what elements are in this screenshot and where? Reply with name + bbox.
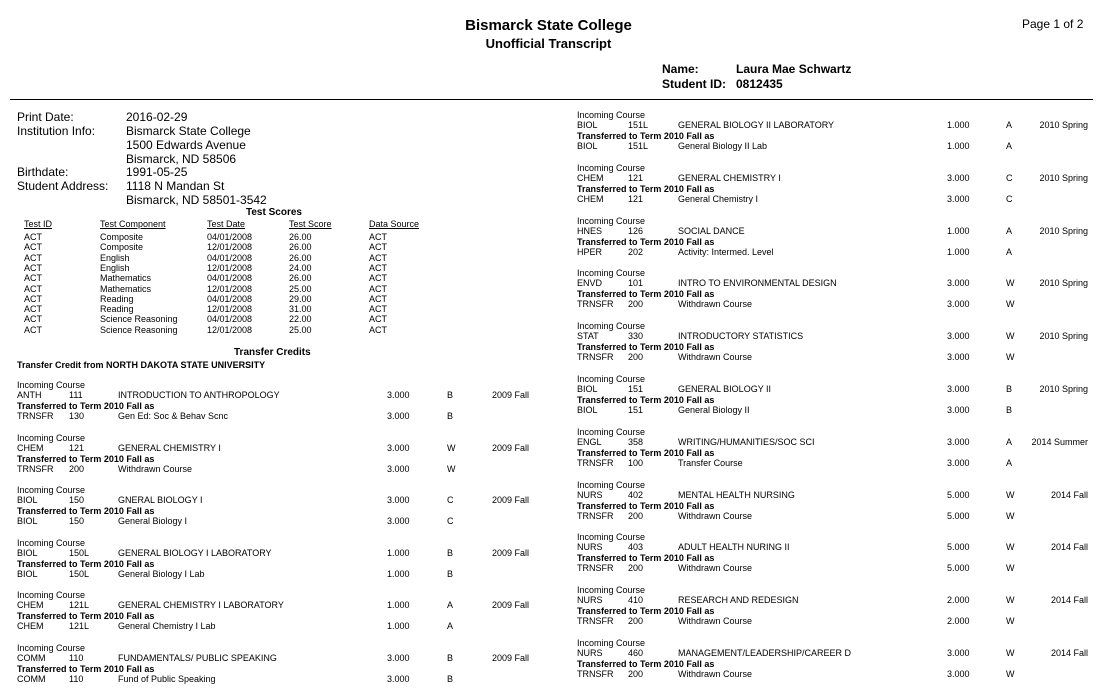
- equivalent-subject: TRNSFR: [577, 563, 614, 574]
- data-source: ACT: [369, 273, 387, 284]
- incoming-units: 2.000: [947, 595, 970, 606]
- transferred-label: Transferred to Term 2010 Fall as: [17, 611, 155, 622]
- equivalent-units: 3.000: [947, 352, 970, 363]
- incoming-course-label: Incoming Course: [577, 374, 646, 384]
- test-score: 24.00: [289, 262, 312, 273]
- test-id: ACT: [24, 293, 42, 304]
- document-subtitle: Unofficial Transcript: [485, 36, 612, 51]
- equivalent-subject: HPER: [577, 246, 603, 257]
- equivalent-number: 200: [69, 463, 85, 474]
- equivalent-grade: W: [447, 463, 456, 474]
- incoming-title: FUNDAMENTALS/ PUBLIC SPEAKING: [118, 653, 277, 663]
- transfer-source: Transfer Credit from NORTH DAKOTA STATE UNIVERSITY: [17, 360, 266, 370]
- incoming-title: ADULT HEALTH NURING II: [678, 542, 790, 553]
- test-id: ACT: [24, 304, 42, 315]
- test-date: 04/01/2008: [207, 252, 253, 263]
- course-term: 2009 Fall: [492, 390, 530, 400]
- equivalent-number: 200: [628, 510, 644, 521]
- incoming-units: 1.000: [947, 120, 970, 130]
- incoming-number: 121: [69, 442, 85, 453]
- course-term: 2014 Fall: [1050, 542, 1088, 553]
- incoming-title: GENERAL BIOLOGY II LABORATORY: [678, 120, 835, 130]
- equivalent-subject: TRNSFR: [17, 463, 54, 474]
- incoming-number: 101: [628, 278, 644, 289]
- incoming-number: 330: [628, 331, 644, 342]
- equivalent-grade: C: [447, 516, 454, 527]
- data-source: ACT: [369, 293, 387, 304]
- institution-line: Bismarck State College: [126, 124, 251, 138]
- address-line: Bismarck, ND 58501-3542: [126, 193, 267, 207]
- test-date: 04/01/2008: [207, 293, 253, 304]
- test-id: ACT: [24, 283, 42, 294]
- incoming-number: 410: [628, 595, 644, 606]
- equivalent-title: Transfer Course: [678, 457, 743, 468]
- equivalent-subject: TRNSFR: [577, 616, 614, 627]
- equivalent-units: 3.000: [947, 405, 970, 415]
- equivalent-title: Activity: Intermed. Level: [678, 246, 774, 257]
- incoming-units: 1.000: [947, 225, 970, 236]
- incoming-grade: C: [1006, 172, 1013, 183]
- equivalent-subject: COMM: [17, 674, 46, 684]
- incoming-course-label: Incoming Course: [577, 638, 646, 648]
- equivalent-title: General Chemistry I: [678, 193, 759, 204]
- incoming-subject: NURS: [577, 542, 603, 553]
- incoming-subject: CHEM: [577, 172, 604, 183]
- equivalent-subject: TRNSFR: [577, 510, 614, 521]
- incoming-number: 358: [628, 436, 644, 447]
- transferred-label: Transferred to Term 2010 Fall as: [577, 289, 715, 300]
- equivalent-title: Withdrawn Course: [678, 616, 753, 627]
- test-component: Composite: [100, 242, 144, 253]
- test-score: 22.00: [289, 314, 312, 325]
- incoming-units: 3.000: [947, 648, 970, 658]
- test-scores-title: Test Scores: [246, 207, 302, 218]
- equivalent-number: 151L: [628, 141, 649, 151]
- test-score: 26.00: [289, 252, 312, 263]
- transferred-label: Transferred to Term 2010 Fall as: [577, 553, 715, 564]
- incoming-units: 3.000: [387, 390, 410, 400]
- student-name: Laura Mae Schwartz: [736, 62, 852, 76]
- test-id: ACT: [24, 324, 42, 335]
- test-date: 04/01/2008: [207, 314, 253, 325]
- incoming-title: MENTAL HEALTH NURSING: [678, 489, 795, 500]
- course-term: 2009 Fall: [492, 495, 530, 506]
- equivalent-number: 121: [628, 193, 644, 204]
- incoming-subject: ENGL: [577, 436, 602, 447]
- incoming-title: MANAGEMENT/LEADERSHIP/CAREER D: [678, 648, 852, 658]
- incoming-title: SOCIAL DANCE: [678, 225, 745, 236]
- test-date: 12/01/2008: [207, 262, 253, 273]
- test-component: Science Reasoning: [100, 324, 178, 335]
- equivalent-number: 202: [628, 246, 644, 257]
- equivalent-title: Fund of Public Speaking: [118, 674, 216, 684]
- transferred-label: Transferred to Term 2010 Fall as: [577, 342, 715, 353]
- equivalent-units: 3.000: [387, 674, 410, 684]
- incoming-grade: C: [447, 495, 454, 506]
- test-score: 26.00: [289, 242, 312, 253]
- equivalent-units: 3.000: [947, 457, 970, 468]
- transferred-label: Transferred to Term 2010 Fall as: [577, 131, 715, 141]
- incoming-number: 121L: [69, 600, 90, 611]
- incoming-course-label: Incoming Course: [577, 110, 646, 120]
- incoming-units: 5.000: [947, 542, 970, 553]
- test-date: 04/01/2008: [207, 232, 253, 242]
- test-score: 29.00: [289, 293, 312, 304]
- equivalent-grade: W: [1006, 299, 1015, 310]
- incoming-units: 3.000: [947, 384, 970, 394]
- transferred-label: Transferred to Term 2010 Fall as: [577, 659, 715, 669]
- incoming-grade: W: [1006, 595, 1015, 606]
- equivalent-number: 151: [628, 405, 644, 415]
- print-date: 2016-02-29: [126, 110, 188, 124]
- data-source: ACT: [369, 304, 387, 315]
- equivalent-subject: BIOL: [17, 568, 38, 579]
- equivalent-units: 3.000: [947, 669, 970, 679]
- equivalent-title: Withdrawn Course: [678, 563, 753, 574]
- test-score-header: Test Score: [289, 219, 332, 229]
- incoming-course-label: Incoming Course: [17, 590, 86, 601]
- incoming-subject: CHEM: [17, 442, 44, 453]
- incoming-course-label: Incoming Course: [17, 485, 86, 496]
- equivalent-grade: W: [1006, 352, 1015, 363]
- equivalent-title: Withdrawn Course: [678, 510, 753, 521]
- course-term: 2009 Fall: [492, 442, 530, 453]
- equivalent-subject: BIOL: [577, 141, 598, 151]
- incoming-course-label: Incoming Course: [577, 532, 646, 543]
- incoming-title: WRITING/HUMANITIES/SOC SCI: [678, 436, 815, 447]
- test-component: English: [100, 252, 130, 263]
- name-label: Name:: [662, 62, 699, 76]
- incoming-grade: B: [447, 547, 454, 558]
- equivalent-title: General Biology I Lab: [118, 568, 205, 579]
- institution-label: Institution Info:: [17, 124, 96, 138]
- equivalent-grade: W: [1006, 616, 1015, 627]
- equivalent-subject: BIOL: [17, 516, 38, 527]
- birthdate: 1991-05-25: [126, 165, 188, 179]
- test-date: 12/01/2008: [207, 283, 253, 294]
- incoming-subject: CHEM: [17, 600, 44, 611]
- incoming-grade: W: [1006, 542, 1015, 553]
- equivalent-title: Withdrawn Course: [118, 463, 193, 474]
- equivalent-subject: TRNSFR: [577, 299, 614, 310]
- incoming-grade: A: [1006, 225, 1013, 236]
- incoming-subject: ENVD: [577, 278, 603, 289]
- incoming-units: 3.000: [947, 278, 970, 289]
- equivalent-grade: B: [447, 568, 454, 579]
- incoming-units: 3.000: [947, 172, 970, 183]
- incoming-grade: A: [1006, 120, 1013, 130]
- equivalent-units: 3.000: [947, 299, 970, 310]
- incoming-title: INTRO TO ENVIRONMENTAL DESIGN: [678, 278, 837, 289]
- test-component: Composite: [100, 232, 144, 242]
- test-id: ACT: [24, 262, 42, 273]
- equivalent-subject: TRNSFR: [17, 411, 54, 421]
- incoming-course-label: Incoming Course: [577, 215, 646, 226]
- incoming-title: RESEARCH AND REDESIGN: [678, 595, 799, 606]
- equivalent-subject: BIOL: [577, 405, 598, 415]
- equivalent-grade: A: [447, 621, 454, 632]
- transferred-label: Transferred to Term 2010 Fall as: [577, 500, 715, 511]
- course-term: 2014 Fall: [1050, 489, 1088, 500]
- equivalent-subject: TRNSFR: [577, 669, 614, 679]
- incoming-subject: BIOL: [577, 384, 598, 394]
- course-term: 2014 Fall: [1050, 648, 1088, 658]
- incoming-number: 151: [628, 384, 644, 394]
- test-score: 31.00: [289, 304, 312, 315]
- incoming-subject: BIOL: [577, 120, 598, 130]
- transferred-label: Transferred to Term 2010 Fall as: [577, 606, 715, 617]
- test-date-header: Test Date: [207, 219, 246, 229]
- incoming-number: 150: [69, 495, 85, 506]
- incoming-number: 403: [628, 542, 644, 553]
- transferred-label: Transferred to Term 2010 Fall as: [577, 447, 715, 458]
- page-number: Page 1 of 2: [1022, 17, 1084, 31]
- data-source-header: Data Source: [369, 219, 420, 229]
- incoming-number: 150L: [69, 547, 90, 558]
- incoming-subject: ANTH: [17, 390, 42, 400]
- data-source: ACT: [369, 242, 387, 253]
- incoming-grade: W: [1006, 489, 1015, 500]
- data-source: ACT: [369, 262, 387, 273]
- test-date: 04/01/2008: [207, 273, 253, 284]
- incoming-units: 3.000: [947, 331, 970, 342]
- incoming-course-label: Incoming Course: [17, 643, 86, 653]
- equivalent-units: 3.000: [387, 411, 410, 421]
- course-term: 2009 Fall: [492, 653, 530, 663]
- incoming-course-label: Incoming Course: [17, 432, 86, 443]
- equivalent-number: 150: [69, 516, 85, 527]
- equivalent-subject: TRNSFR: [577, 352, 614, 363]
- course-term: 2010 Spring: [1039, 172, 1088, 183]
- transferred-label: Transferred to Term 2010 Fall as: [17, 558, 155, 569]
- print-date-label: Print Date:: [17, 110, 74, 124]
- course-term: 2014 Summer: [1031, 436, 1088, 447]
- incoming-number: 121: [628, 172, 644, 183]
- equivalent-number: 200: [628, 616, 644, 627]
- incoming-grade: W: [1006, 278, 1015, 289]
- incoming-course-label: Incoming Course: [577, 162, 646, 173]
- transfer-credits-title: Transfer Credits: [234, 347, 311, 358]
- equivalent-units: 1.000: [387, 621, 410, 632]
- student-id: 0812435: [736, 77, 783, 91]
- incoming-number: 151L: [628, 120, 649, 130]
- course-term: 2014 Fall: [1050, 595, 1088, 606]
- test-score: 26.00: [289, 273, 312, 284]
- equivalent-subject: CHEM: [17, 621, 44, 632]
- equivalent-grade: A: [1006, 141, 1013, 151]
- equivalent-grade: A: [1006, 457, 1013, 468]
- equivalent-grade: B: [447, 674, 454, 684]
- equivalent-units: 1.000: [947, 141, 970, 151]
- incoming-grade: A: [447, 600, 454, 611]
- incoming-course-label: Incoming Course: [577, 426, 646, 437]
- equivalent-units: 5.000: [947, 563, 970, 574]
- test-component: Reading: [100, 304, 134, 315]
- incoming-units: 1.000: [387, 547, 410, 558]
- incoming-course-label: Incoming Course: [17, 537, 86, 548]
- incoming-units: 3.000: [387, 442, 410, 453]
- incoming-title: GENERAL BIOLOGY I LABORATORY: [118, 547, 272, 558]
- equivalent-number: 150L: [69, 568, 90, 579]
- incoming-subject: NURS: [577, 595, 603, 606]
- course-term: 2010 Spring: [1039, 331, 1088, 342]
- header-divider: [10, 99, 1093, 100]
- incoming-grade: W: [1006, 331, 1015, 342]
- incoming-grade: B: [1006, 384, 1013, 394]
- incoming-number: 402: [628, 489, 644, 500]
- birthdate-label: Birthdate:: [17, 165, 69, 179]
- address-line: 1118 N Mandan St: [126, 179, 225, 193]
- equivalent-title: Withdrawn Course: [678, 352, 753, 363]
- equivalent-units: 2.000: [947, 616, 970, 627]
- data-source: ACT: [369, 314, 387, 325]
- equivalent-grade: C: [1006, 193, 1013, 204]
- test-component: Science Reasoning: [100, 314, 178, 325]
- equivalent-title: Gen Ed: Soc & Behav Scnc: [118, 411, 229, 421]
- equivalent-units: 3.000: [947, 193, 970, 204]
- test-date: 12/01/2008: [207, 304, 253, 315]
- equivalent-grade: W: [1006, 563, 1015, 574]
- equivalent-grade: A: [1006, 246, 1013, 257]
- course-term: 2010 Spring: [1039, 278, 1088, 289]
- incoming-grade: W: [447, 442, 456, 453]
- transferred-label: Transferred to Term 2010 Fall as: [577, 236, 715, 247]
- incoming-course-label: Incoming Course: [577, 321, 646, 332]
- equivalent-number: 100: [628, 457, 644, 468]
- course-term: 2010 Spring: [1039, 384, 1088, 394]
- test-component: Mathematics: [100, 273, 152, 284]
- equivalent-number: 200: [628, 352, 644, 363]
- test-id: ACT: [24, 314, 42, 325]
- test-score: 26.00: [289, 232, 312, 242]
- incoming-number: 460: [628, 648, 644, 658]
- equivalent-subject: CHEM: [577, 193, 604, 204]
- equivalent-number: 130: [69, 411, 85, 421]
- incoming-subject: BIOL: [17, 495, 38, 506]
- incoming-number: 110: [69, 653, 84, 663]
- transferred-label: Transferred to Term 2010 Fall as: [17, 453, 155, 464]
- test-id: ACT: [24, 273, 42, 284]
- equivalent-units: 1.000: [947, 246, 970, 257]
- equivalent-grade: B: [1006, 405, 1013, 415]
- course-term: 2010 Spring: [1039, 120, 1088, 130]
- equivalent-title: General Chemistry I Lab: [118, 621, 216, 632]
- incoming-grade: B: [447, 390, 454, 400]
- incoming-subject: BIOL: [17, 547, 38, 558]
- test-score: 25.00: [289, 283, 312, 294]
- test-component: Mathematics: [100, 283, 152, 294]
- course-term: 2010 Spring: [1039, 225, 1088, 236]
- transferred-label: Transferred to Term 2010 Fall as: [17, 401, 155, 411]
- equivalent-number: 200: [628, 669, 644, 679]
- incoming-course-label: Incoming Course: [577, 585, 646, 596]
- institution-line: Bismarck, ND 58506: [126, 152, 237, 166]
- incoming-subject: NURS: [577, 489, 603, 500]
- test-id: ACT: [24, 232, 42, 242]
- data-source: ACT: [369, 232, 387, 242]
- test-id: ACT: [24, 252, 42, 263]
- incoming-units: 5.000: [947, 489, 970, 500]
- equivalent-grade: W: [1006, 510, 1015, 521]
- data-source: ACT: [369, 324, 387, 335]
- equivalent-number: 200: [628, 563, 644, 574]
- incoming-title: GENERAL BIOLOGY II: [678, 384, 772, 394]
- institution-line: 1500 Edwards Avenue: [126, 138, 246, 152]
- test-id: ACT: [24, 242, 42, 253]
- transferred-label: Transferred to Term 2010 Fall as: [17, 664, 155, 674]
- incoming-title: GENERAL CHEMISTRY I: [678, 172, 781, 183]
- equivalent-units: 1.000: [387, 568, 410, 579]
- incoming-grade: W: [1006, 648, 1015, 658]
- incoming-subject: HNES: [577, 225, 603, 236]
- equivalent-number: 200: [628, 299, 644, 310]
- equivalent-number: 121L: [69, 621, 90, 632]
- equivalent-number: 110: [69, 674, 84, 684]
- incoming-title: INTRODUCTION TO ANTHROPOLOGY: [118, 390, 280, 400]
- test-component: English: [100, 262, 130, 273]
- test-score: 25.00: [289, 324, 312, 335]
- equivalent-units: 5.000: [947, 510, 970, 521]
- incoming-title: GENERAL CHEMISTRY I: [118, 442, 221, 453]
- incoming-subject: COMM: [17, 653, 46, 663]
- incoming-title: GNERAL BIOLOGY I: [118, 495, 203, 506]
- equivalent-subject: TRNSFR: [577, 457, 614, 468]
- data-source: ACT: [369, 252, 387, 263]
- test-date: 12/01/2008: [207, 324, 253, 335]
- equivalent-grade: W: [1006, 669, 1015, 679]
- incoming-units: 3.000: [947, 436, 970, 447]
- document-title: Bismarck State College: [465, 17, 632, 34]
- transferred-label: Transferred to Term 2010 Fall as: [17, 506, 155, 517]
- incoming-number: 126: [628, 225, 644, 236]
- data-source: ACT: [369, 283, 387, 294]
- incoming-course-label: Incoming Course: [17, 380, 86, 390]
- test-date: 12/01/2008: [207, 242, 253, 253]
- incoming-subject: NURS: [577, 648, 603, 658]
- course-term: 2009 Fall: [492, 547, 530, 558]
- incoming-units: 1.000: [387, 600, 410, 611]
- equivalent-title: General Biology II: [678, 405, 750, 415]
- incoming-grade: A: [1006, 436, 1013, 447]
- equivalent-units: 3.000: [387, 463, 410, 474]
- equivalent-title: General Biology I: [118, 516, 188, 527]
- incoming-course-label: Incoming Course: [577, 268, 646, 279]
- equivalent-grade: B: [447, 411, 454, 421]
- transferred-label: Transferred to Term 2010 Fall as: [577, 183, 715, 194]
- equivalent-units: 3.000: [387, 516, 410, 527]
- test-component-header: Test Component: [100, 219, 166, 229]
- equivalent-title: Withdrawn Course: [678, 669, 753, 679]
- test-component: Reading: [100, 293, 134, 304]
- incoming-number: 111: [69, 390, 83, 400]
- course-term: 2009 Fall: [492, 600, 530, 611]
- incoming-course-label: Incoming Course: [577, 479, 646, 490]
- incoming-units: 3.000: [387, 653, 410, 663]
- transferred-label: Transferred to Term 2010 Fall as: [577, 395, 715, 405]
- incoming-title: INTRODUCTORY STATISTICS: [678, 331, 804, 342]
- equivalent-title: Withdrawn Course: [678, 299, 753, 310]
- student-id-label: Student ID:: [662, 77, 726, 91]
- test-id-header: Test ID: [24, 219, 53, 229]
- incoming-subject: STAT: [577, 331, 599, 342]
- address-label: Student Address:: [17, 179, 109, 193]
- incoming-units: 3.000: [387, 495, 410, 506]
- incoming-grade: B: [447, 653, 454, 663]
- equivalent-title: General Biology II Lab: [678, 141, 768, 151]
- incoming-title: GENERAL CHEMISTRY I LABORATORY: [118, 600, 284, 611]
